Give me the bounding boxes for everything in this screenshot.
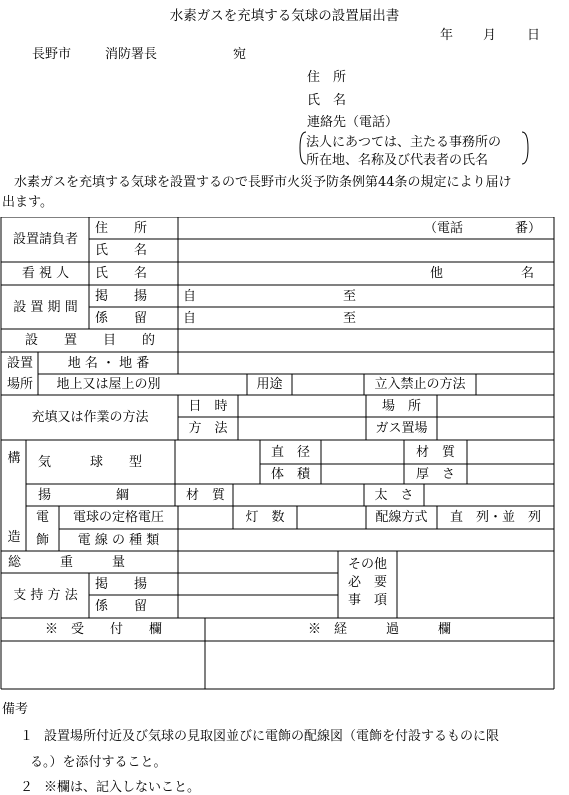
support-hoisting-label: 掲 揚 (95, 576, 148, 592)
rope-material-label: 材 質 (185, 487, 225, 503)
date-month-label: 月 (483, 28, 497, 43)
note-1-number: １ (20, 729, 34, 744)
note-1-line1: 設置場所付近及び気球の見取図並びに電飾の配線図（電飾を付設するものに限 (44, 729, 500, 744)
period-hoisting-label: 掲 揚 (95, 288, 148, 304)
rated-voltage-label: 電球の定格電圧 (72, 510, 164, 525)
period-mooring-from: 自 (183, 310, 197, 326)
contractor-address-label: 住 所 (95, 220, 148, 236)
right-bracket-icon (521, 131, 529, 165)
balloon-thickness-label: 厚 さ (415, 466, 455, 482)
corp-note-line1: 法人にあつては、主たる事務所の (306, 135, 502, 150)
corp-note-line2: 所在地、名称及び代表者の氏名 (306, 153, 489, 168)
addressee-office: 消防署長 (105, 47, 158, 62)
other-req-label-2: 必 要 (347, 574, 387, 590)
decoration-label-2: 飾 (35, 532, 49, 548)
watcher-others-label: 他 名 (430, 266, 535, 281)
structure-label-2: 造 (7, 529, 21, 545)
watcher-name-label: 氏 名 (95, 266, 148, 281)
restrict-label: 立入禁止の方法 (374, 377, 466, 392)
period-label: 設 置 期 間 (13, 299, 78, 315)
watcher-label: 看 視 人 (21, 266, 70, 281)
balloon-material-label: 材 質 (415, 444, 455, 460)
place-label-1: 設置 (6, 355, 33, 371)
addressee-city: 長野市 (32, 47, 72, 62)
body-text-line2: 出ます。 (2, 195, 53, 210)
applicant-name-label: 氏 名 (307, 93, 347, 108)
date-year-label: 年 (440, 28, 454, 43)
period-mooring-label: 係 留 (95, 310, 148, 326)
diameter-label: 直 径 (270, 444, 310, 460)
place-label-2: 場所 (6, 377, 33, 392)
body-text-line1: 水素ガスを充填する気球を設置するので長野市火災予防条例第44条の規定により届け (14, 175, 512, 190)
ground-roof-label: 地上又は屋上の別 (56, 377, 161, 392)
date-day-label: 日 (527, 28, 541, 43)
period-hoisting-to: 至 (343, 288, 357, 304)
contractor-phone-label: （電話 番） (424, 220, 542, 236)
progress-column-label: ※ 経 過 欄 (307, 622, 451, 637)
hoist-rope-label: 揚 綱 (38, 487, 130, 503)
contractor-label: 設置請負者 (12, 232, 78, 247)
filling-place-label: 場 所 (381, 398, 421, 414)
notes-heading: 備考 (2, 702, 29, 717)
addressee-honorific: 宛 (233, 47, 247, 62)
purpose-label: 設 置 目 的 (24, 333, 155, 348)
decoration-label-1: 電 (35, 510, 49, 525)
other-req-label-3: 事 項 (347, 592, 387, 608)
method-label: 方 法 (188, 421, 228, 436)
structure-label-1: 構 (7, 450, 21, 466)
note-2-text: ※欄は、記入しないこと。 (44, 780, 201, 795)
applicant-contact-label: 連絡先（電話） (307, 115, 399, 130)
contractor-name-label: 氏 名 (95, 243, 148, 258)
rope-thickness-label: 太 さ (374, 487, 414, 503)
series-parallel-label: 直 列・並 列 (449, 510, 541, 525)
applicant-address-label: 住 所 (307, 70, 347, 85)
wire-type-label: 電 線 の 種 類 (77, 532, 160, 548)
use-label: 用途 (256, 377, 283, 392)
filling-method-label: 充填又は作業の方法 (31, 410, 149, 425)
gas-storage-label: ガス置場 (375, 421, 428, 436)
note-1-line2: る。）を添付すること。 (30, 755, 167, 770)
other-req-label-1: その他 (347, 556, 387, 572)
volume-label: 体 積 (270, 466, 310, 482)
form-title: 水素ガスを充填する気球の設置届出書 (169, 8, 400, 24)
datetime-label: 日 時 (188, 398, 228, 414)
total-weight-label: 総 重 量 (8, 554, 126, 570)
place-name-label: 地 名 ・ 地 番 (67, 355, 150, 371)
reception-column-label: ※ 受 付 欄 (44, 622, 162, 637)
support-mooring-label: 係 留 (95, 599, 148, 614)
balloon-type-label: 気 球 型 (38, 454, 143, 470)
lamp-count-label: 灯 数 (245, 510, 285, 525)
support-method-label: 支 持 方 法 (13, 588, 78, 603)
note-2-number: ２ (20, 780, 34, 795)
wiring-label: 配線方式 (375, 510, 428, 525)
period-mooring-to: 至 (343, 310, 357, 326)
period-hoisting-from: 自 (183, 288, 197, 304)
